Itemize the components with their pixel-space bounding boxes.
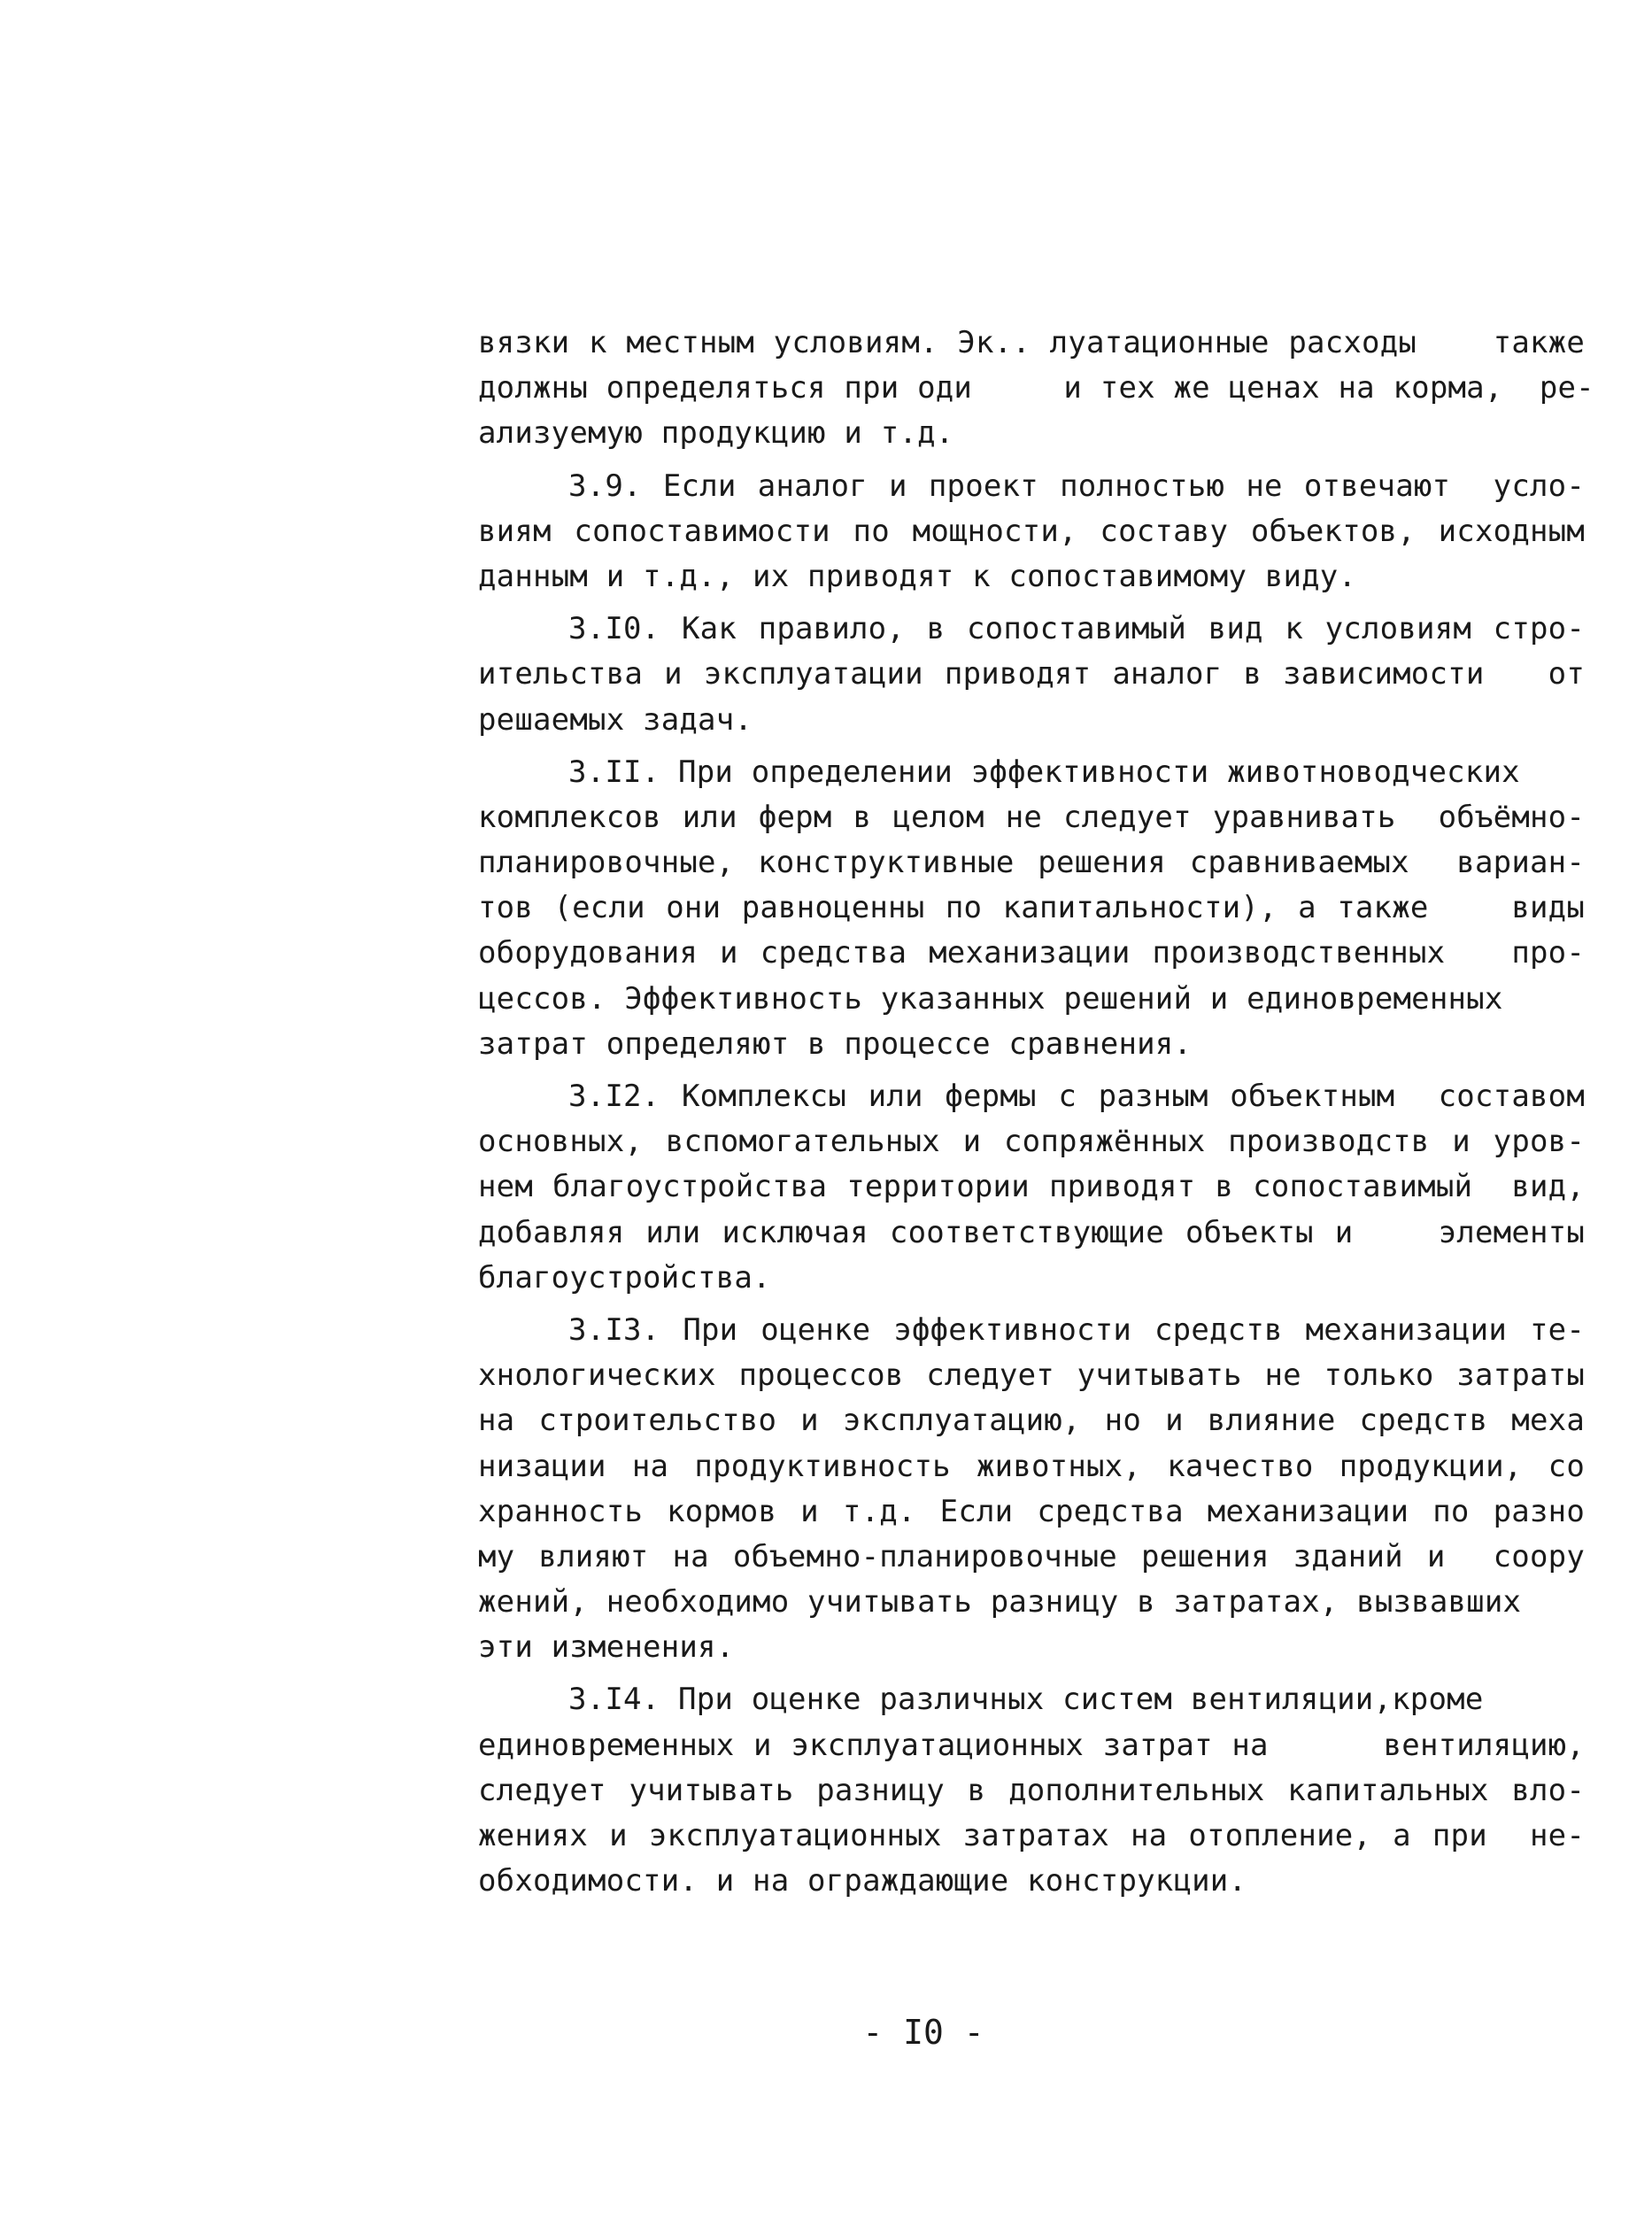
paragraph-3-14 [478, 1677, 1585, 1904]
text-line: 3.II. При определении эффективности животноводческих [568, 754, 1520, 790]
text-line: виям сопоставимости по мощности, составу объектов, исходным [478, 513, 1585, 549]
text-line: му влияют на объемно-планировочные решения зданий и соору [478, 1538, 1585, 1574]
text-line: 3.I4. При оценке различных систем вентиляции,кроме [568, 1682, 1484, 1718]
text-line: должны определяться при оди и тех же ценах на корма, ре- [478, 370, 1594, 406]
text-line: 3.9. Если аналог и проект полностью не отвечают усло- [568, 468, 1585, 504]
paragraph-3-10 [478, 607, 1585, 743]
text-line: ительства и эксплуатации приводят аналог в зависимости от [478, 656, 1585, 692]
text-line: комплексов или ферм в целом не следует уравнивать объёмно- [478, 799, 1585, 835]
text-line: данным и т.д., их приводят к сопоставимому виду. [478, 558, 1357, 594]
text-line: обходимости. и на ограждающие конструкции. [478, 1863, 1247, 1899]
body-text [478, 321, 1594, 1911]
text-line: основных, вспомогательных и сопряжённых производств и уров- [478, 1124, 1585, 1160]
text-line: нем благоустройства территории приводят в сопоставимый вид, [478, 1169, 1585, 1205]
text-line: затрат определяют в процессе сравнения. [478, 1025, 1193, 1062]
text-line: жений, необходимо учитывать разницу в затратах, вызвавших [478, 1584, 1522, 1621]
page-number: - I0 - [862, 2013, 984, 2052]
text-line: жениях и эксплуатационных затратах на отопление, а при не- [478, 1818, 1585, 1853]
paragraph-continuation [478, 321, 1594, 457]
text-line: цессов. Эффективность указанных решений и единовременных [478, 980, 1503, 1017]
text-line: хранность кормов и т.д. Если средства механизации по разно [478, 1493, 1585, 1529]
paragraph-3-12 [478, 1074, 1585, 1301]
text-line: единовременных и эксплуатационных затрат на вентиляцию, [478, 1727, 1585, 1763]
paragraph-3-13 [478, 1308, 1585, 1671]
text-line: 3.I3. При оценке эффективности средств механизации те- [568, 1311, 1585, 1348]
text-line: низации на продуктивность животных, качество продукции, со [478, 1448, 1585, 1484]
text-line: решаемых задач. [478, 701, 753, 738]
text-line: благоустройства. [478, 1259, 771, 1296]
text-line: 3.I0. Как правило, в сопоставимый вид к условиям стро- [568, 611, 1585, 647]
text-line: хнологических процессов следует учитывать не только затраты [478, 1358, 1585, 1394]
paragraph-3-11 [478, 750, 1585, 1067]
text-line: эти изменения. [478, 1629, 735, 1666]
text-line: тов (если они равноценны по капитальности), а также виды [478, 890, 1585, 926]
text-line: оборудования и средства механизации производственных про- [478, 935, 1585, 971]
text-line: планировочные, конструктивные решения сравниваемых вариан- [478, 845, 1585, 881]
text-line: следует учитывать разницу в дополнительных капитальных вло- [478, 1772, 1585, 1808]
text-line: вязки к местным условиям. Эк.. луатационные расходы также [478, 325, 1585, 360]
text-line: 3.I2. Комплексы или фермы с разным объектным составом [568, 1079, 1585, 1114]
paragraph-3-9 [478, 464, 1585, 600]
text-line: добавляя или исключая соответствующие объекты и элементы [478, 1214, 1585, 1250]
text-line: ализуемую продукцию и т.д. [478, 415, 954, 452]
text-line: на строительство и эксплуатацию, но и влияние средств меха [478, 1403, 1585, 1439]
